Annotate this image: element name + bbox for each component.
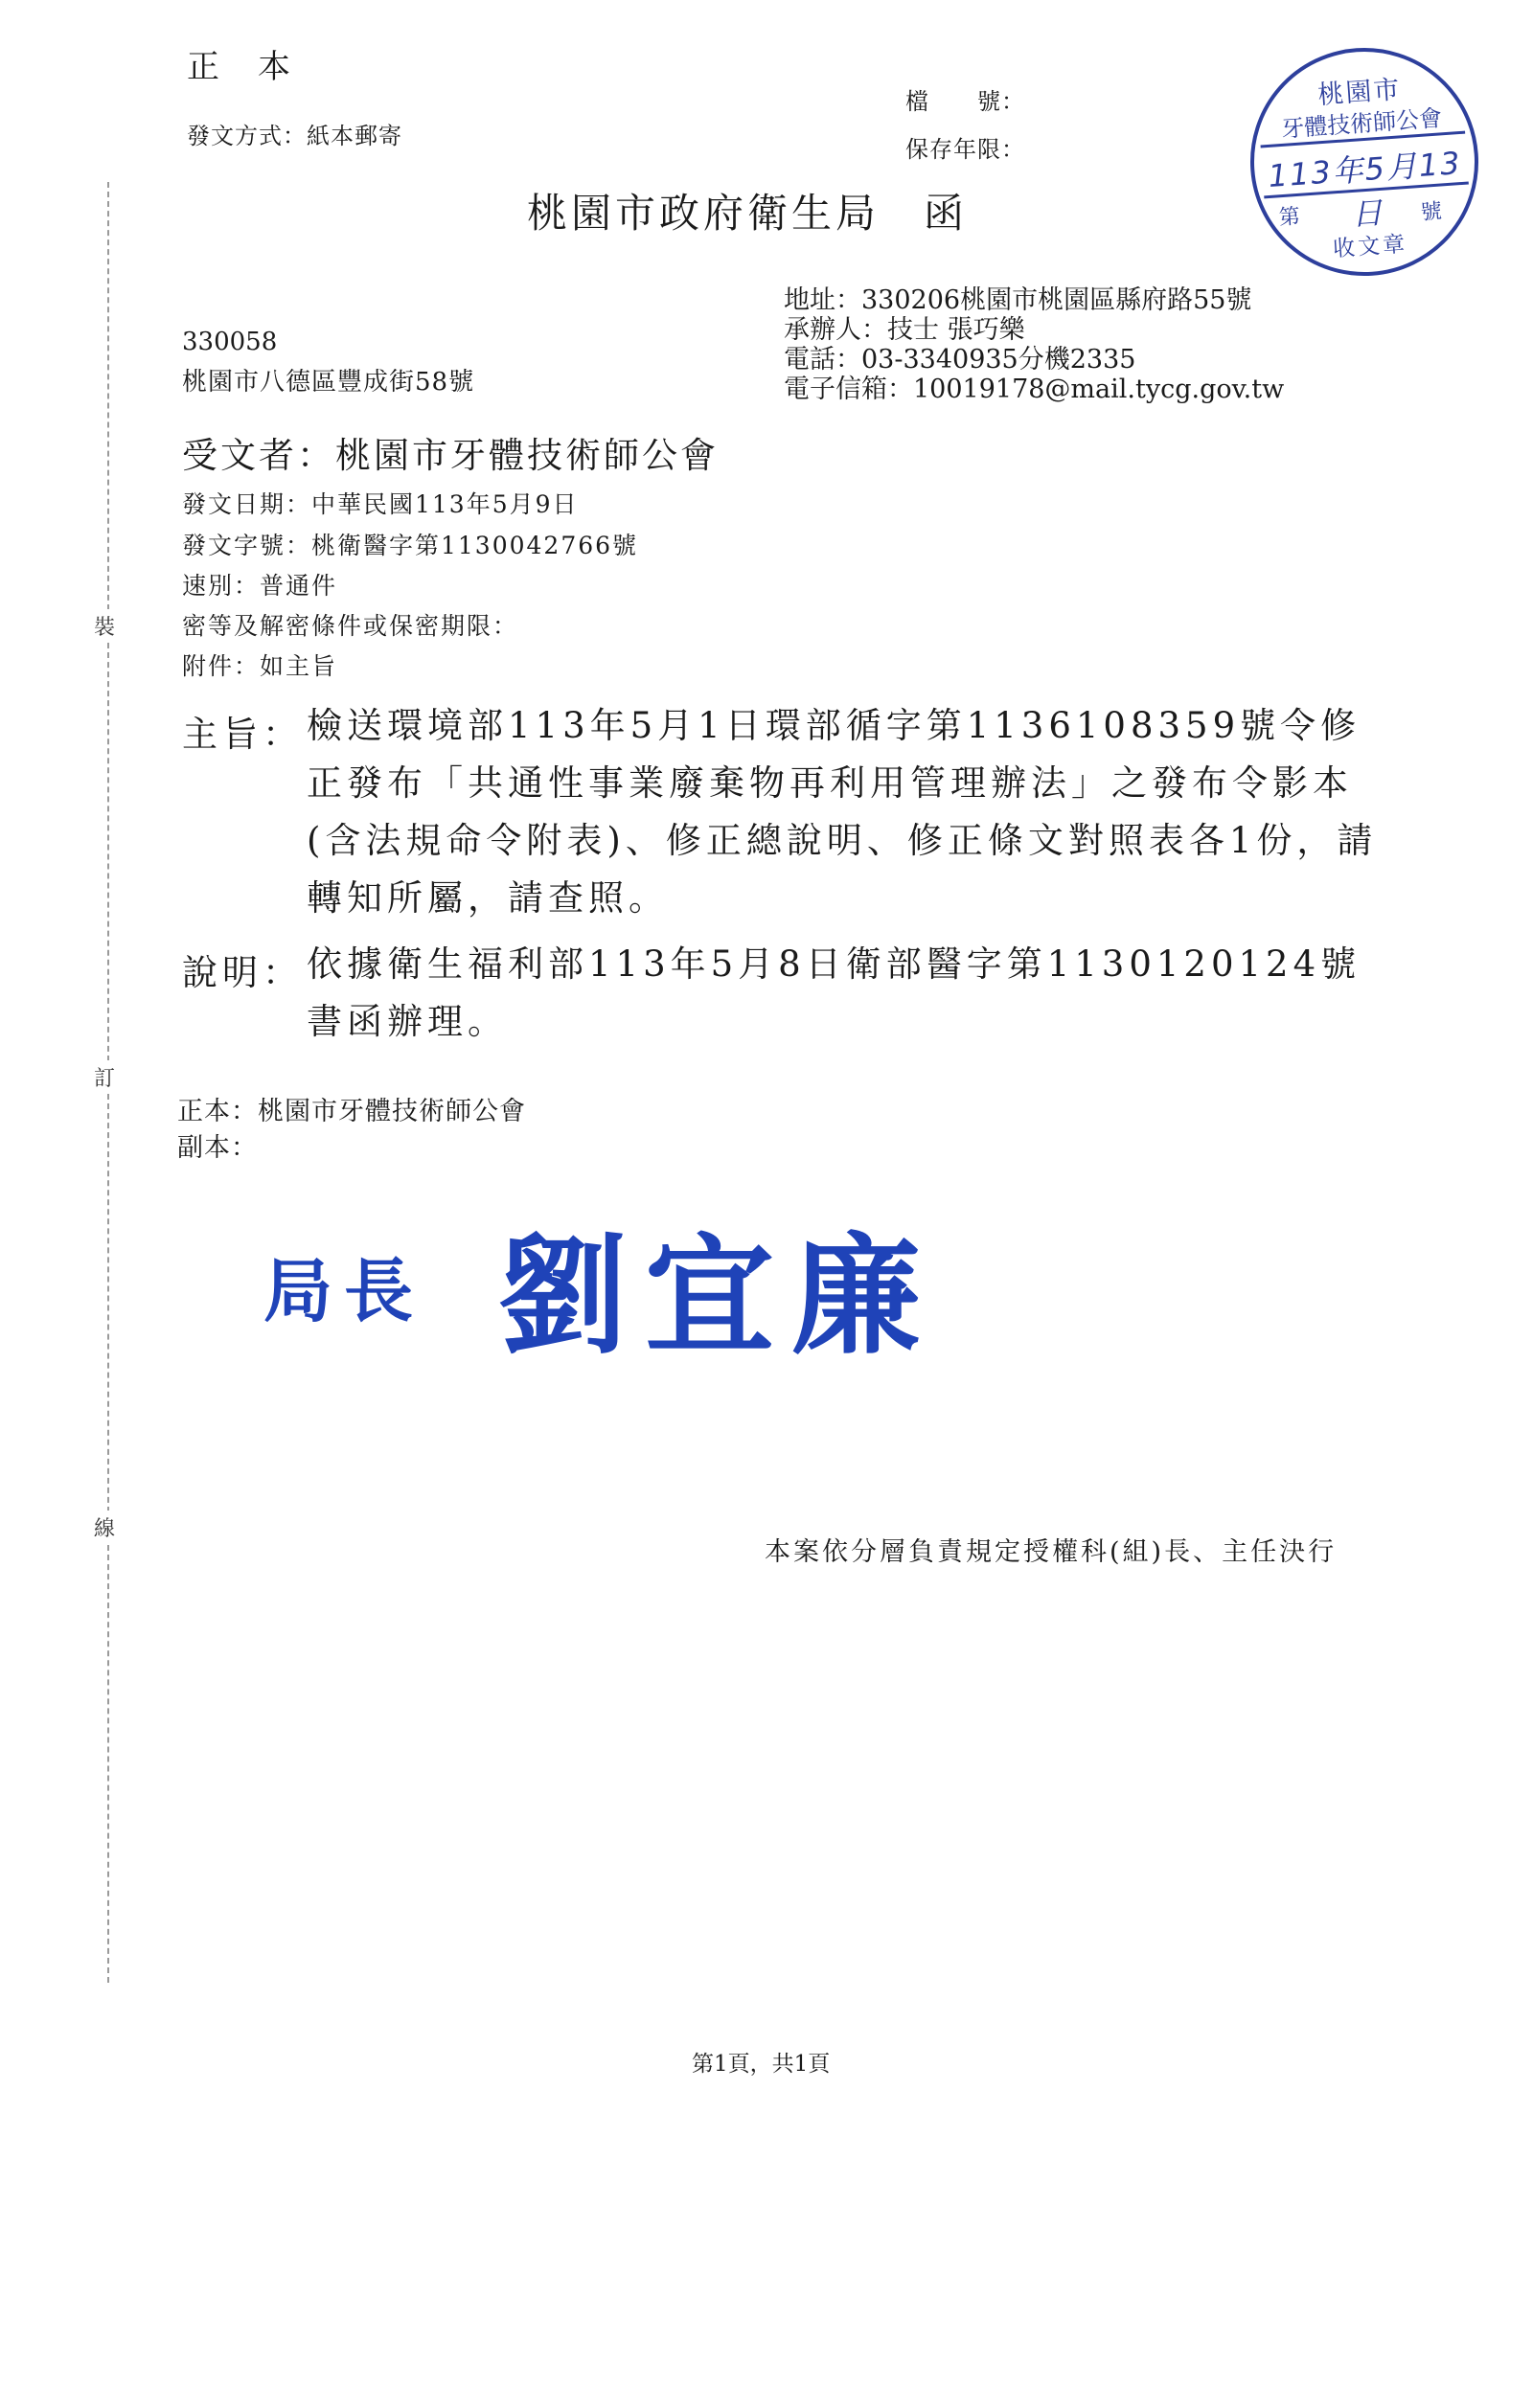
cc-copy: 副本： — [177, 1133, 258, 1163]
stamp-org-line2: 牙體技術師公會 — [1280, 104, 1443, 143]
explanation-label: 說明： — [182, 952, 303, 993]
signature-title: 局長 — [263, 1251, 425, 1331]
send-method: 發文方式：紙本郵寄 — [187, 123, 402, 149]
page-number: 第1頁，共1頁 — [692, 2052, 831, 2077]
stamp-number-label: 第 — [1278, 204, 1301, 231]
receipt-stamp — [1243, 40, 1486, 284]
binding-mark-ding: 訂 — [94, 1060, 115, 1094]
stamp-footer: 收文章 — [1332, 232, 1409, 262]
secrecy-level: 密等及解密條件或保密期限： — [182, 612, 519, 640]
sender-officer: 承辦人：技士 張巧樂 — [784, 315, 1025, 345]
file-number-label: 檔 號： — [905, 88, 1025, 115]
recipient-address: 桃園市八德區豐成街58號 — [182, 368, 475, 397]
subject-text: 檢送環境部113年5月1日環部循字第1136108359號令修正發布「共通性事業廢棄物再利用管理辦法」之發布令影本(含法規命令附表)、修正總說明、修正條文對照表各1份，請轉知所屬，請查照。 — [307, 705, 1378, 919]
binding-mark-zhuang: 裝 — [94, 609, 115, 643]
document-number: 發文字號：桃衛醫字第1130042766號 — [182, 532, 639, 559]
recipient: 受文者：桃園市牙體技術師公會 — [182, 435, 719, 476]
sender-phone: 電話：03-3340935分機2335 — [784, 345, 1136, 375]
binding-mark-xian: 線 — [94, 1511, 115, 1544]
stamp-number-suffix: 號 — [1420, 199, 1443, 225]
sender-email: 電子信箱：10019178@mail.tycg.gov.tw — [784, 375, 1285, 404]
stamp-date: 113年5月13日 — [1267, 144, 1463, 234]
signature-name: 劉宜廉 — [498, 1221, 938, 1372]
issue-date: 發文日期：中華民國113年5月9日 — [182, 490, 579, 518]
recipient-postal-code: 330058 — [182, 328, 278, 356]
retention-label: 保存年限： — [905, 136, 1025, 163]
stamp-org-line1: 桃園市 — [1316, 75, 1403, 111]
sender-address: 地址：330206桃園市桃園區縣府路55號 — [784, 285, 1252, 315]
delegation-note: 本案依分層負責規定授權科(組)長、主任決行 — [765, 1537, 1338, 1567]
document-title: 桃園市政府衛生局 函 — [527, 190, 969, 237]
subject-label: 主旨： — [182, 714, 303, 755]
copy-type: 正 本 — [187, 48, 293, 86]
explanation-text: 依據衛生福利部113年5月8日衛部醫字第1130120124號書函辦理。 — [307, 943, 1361, 1042]
delivery-speed: 速別：普通件 — [182, 572, 338, 600]
cc-original: 正本：桃園市牙體技術師公會 — [177, 1097, 526, 1126]
attachment: 附件：如主旨 — [182, 652, 338, 680]
